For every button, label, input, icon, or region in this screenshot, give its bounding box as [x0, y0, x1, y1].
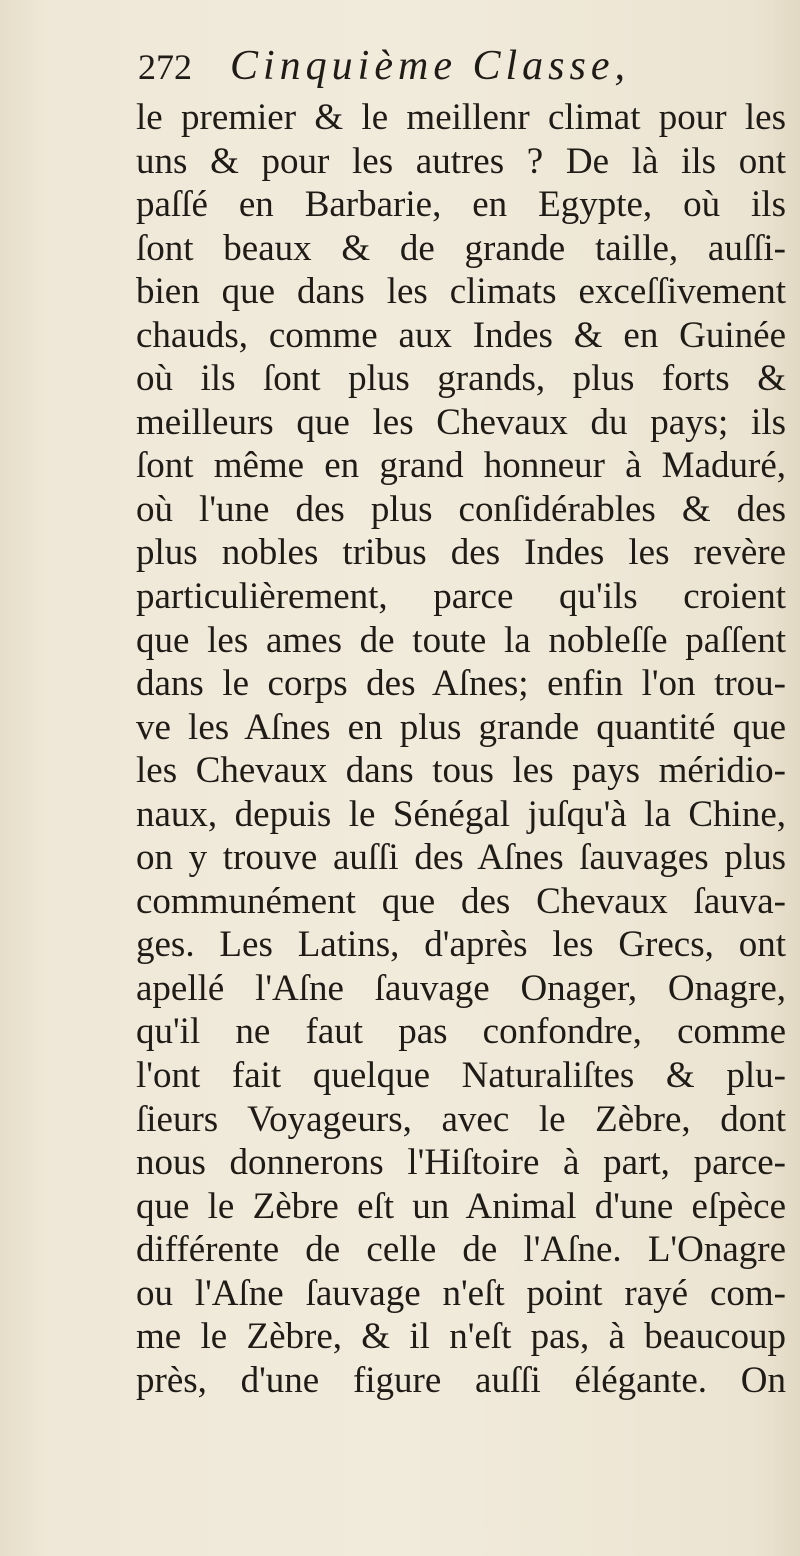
- text-line: ou l'Aſne ſauvage n'eſt point rayé com-: [136, 1272, 786, 1314]
- text-line: où l'une des plus conſidérables & des: [136, 488, 786, 530]
- text-line: bien que dans les climats exceſſivement: [136, 271, 786, 313]
- text-line: dans le corps des Aſnes; enfin l'on trou-: [136, 663, 786, 705]
- text-line: ſont même en grand honneur à Maduré,: [136, 445, 786, 487]
- text-line: uns & pour les autres ? De là ils ont: [136, 140, 786, 182]
- text-line: communément que des Chevaux ſauva-: [136, 880, 786, 922]
- text-line: où ils ſont plus grands, plus forts &: [136, 358, 786, 400]
- text-line: ve les Aſnes en plus grande quantité que: [136, 706, 786, 748]
- text-line: les Chevaux dans tous les pays méridio-: [136, 750, 786, 792]
- text-line: particulièrement, parce qu'ils croient: [136, 576, 786, 618]
- text-line: différente de celle de l'Aſne. L'Onagre: [136, 1229, 786, 1271]
- text-line: apellé l'Aſne ſauvage Onager, Onagre,: [136, 967, 786, 1009]
- text-line: ſont beaux & de grande taille, auſſi-: [136, 227, 786, 269]
- text-line: ges. Les Latins, d'après les Grecs, ont: [136, 924, 786, 966]
- page-header: [138, 40, 778, 96]
- text-line: chauds, comme aux Indes & en Guinée: [136, 314, 786, 356]
- text-line: on y trouve auſſi des Aſnes ſauvages plus: [136, 837, 786, 879]
- text-line: me le Zèbre, & il n'eſt pas, à beaucoup: [136, 1316, 786, 1358]
- text-line: nous donnerons l'Hiſtoire à part, parce-: [136, 1142, 786, 1184]
- page-number: 272: [138, 47, 192, 87]
- text-line: le premier & le meillenr climat pour les: [136, 97, 786, 138]
- text-line: l'ont fait quelque Naturaliſtes & plu-: [136, 1055, 786, 1097]
- text-line: meilleurs que les Chevaux du pays; ils: [136, 401, 786, 443]
- text-line: que le Zèbre eſt un Animal d'une eſpèce: [136, 1185, 786, 1227]
- text-line: qu'il ne faut pas confondre, comme: [136, 1011, 786, 1053]
- text-line: naux, depuis le Sénégal juſqu'à la Chine,: [136, 793, 786, 835]
- text-line: que les ames de toute la nobleſſe paſſent: [136, 619, 786, 661]
- text-line: près, d'une figure auſſi élégante. On: [136, 1359, 786, 1401]
- body-text: [136, 96, 786, 1402]
- text-line: ſieurs Voyageurs, avec le Zèbre, dont: [136, 1098, 786, 1140]
- running-head: Cinquième Classe,: [230, 43, 630, 89]
- text-line: paſſé en Barbarie, en Egypte, où ils: [136, 184, 786, 226]
- text-line: plus nobles tribus des Indes les revère: [136, 532, 786, 574]
